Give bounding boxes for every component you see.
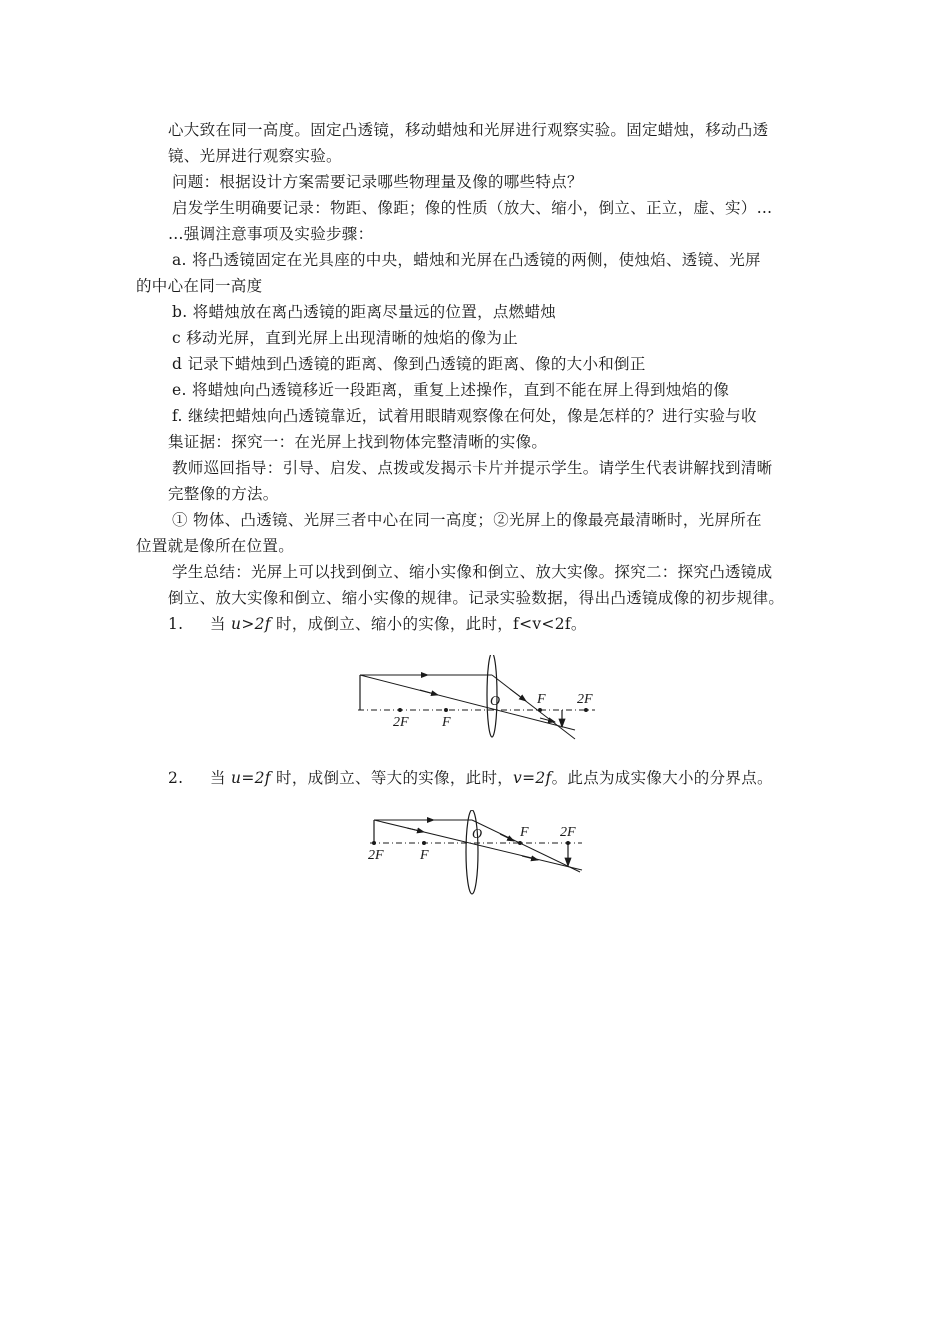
lens-diagram-2 <box>362 810 592 900</box>
text-line: 教师巡回指导：引导、启发、点拨或发揭示卡片并提示学生。请学生代表讲解找到清晰 <box>172 459 773 477</box>
text-line: 的中心在同一高度 <box>136 277 263 295</box>
step-e: e. 将蜡烛向凸透镜移近一段距离，重复上述操作，直到不能在屏上得到烛焰的像 <box>172 381 730 399</box>
item-text: 当 <box>210 615 232 633</box>
text-line: 启发学生明确要记录：物距、像距；像的性质（放大、缩小，倒立、正立，虚、实）… <box>172 199 773 217</box>
label-o: O <box>472 827 483 842</box>
text-line: 学生总结：光屏上可以找到倒立、缩小实像和倒立、放大实像。探究二：探究凸透镜成 <box>172 563 773 581</box>
item-number: 1. <box>168 615 184 633</box>
item-condition: u=2f <box>231 769 271 787</box>
step-a: a. 将凸透镜固定在光具座的中央，蜡烛和光屏在凸透镜的两侧，使烛焰、透镜、光屏 <box>172 251 761 269</box>
label-2f: 2F <box>560 825 576 840</box>
item-text: 时，成倒立、缩小的实像，此时， <box>270 615 514 633</box>
rule-item-1 <box>168 613 587 635</box>
text-line: ① 物体、凸透镜、光屏三者中心在同一高度；②光屏上的像最亮最清晰时，光屏所在 <box>172 511 762 529</box>
step-b: b. 将蜡烛放在离凸透镜的距离尽量远的位置，点燃蜡烛 <box>172 303 557 321</box>
text-line: …强调注意事项及实验步骤： <box>168 225 374 243</box>
text-line: 位置就是像所在位置。 <box>136 537 295 555</box>
convex-lens <box>466 810 478 894</box>
label-2f: 2F <box>368 848 384 863</box>
label-f: F <box>420 848 429 863</box>
label-f: F <box>442 715 451 730</box>
text-line: 镜、光屏进行观察实验。 <box>168 147 342 165</box>
text-line: 倒立、放大实像和倒立、缩小实像的规律。记录实验数据，得出凸透镜成像的初步规律。 <box>168 589 785 607</box>
item-relation: f<v<2f <box>513 615 571 633</box>
text-line: 问题：根据设计方案需要记录哪些物理量及像的哪些特点？ <box>172 173 583 191</box>
label-2f: 2F <box>393 715 409 730</box>
step-f: f. 继续把蜡烛向凸透镜靠近，试着用眼睛观察像在何处，像是怎样的？进行实验与收 <box>172 407 757 425</box>
label-2f: 2F <box>577 692 593 707</box>
item-text: 当 <box>210 769 232 787</box>
text-line: 完整像的方法。 <box>168 485 279 503</box>
label-o: O <box>490 694 501 709</box>
item-relation: v=2f <box>513 769 552 787</box>
rule-item-2 <box>168 767 773 789</box>
item-condition: u>2f <box>231 615 271 633</box>
lens-diagram-1 <box>350 655 610 745</box>
text-line: 集证据：探究一：在光屏上找到物体完整清晰的实像。 <box>168 433 548 451</box>
item-text: 。 <box>570 615 587 633</box>
step-d: d 记录下蜡烛到凸透镜的距离、像到凸透镜的距离、像的大小和倒正 <box>172 355 646 373</box>
label-f: F <box>520 825 529 840</box>
item-number: 2. <box>168 769 184 787</box>
text-line: 心大致在同一高度。固定凸透镜，移动蜡烛和光屏进行观察实验。固定蜡烛，移动凸透 <box>168 121 769 139</box>
item-text: 时，成倒立、等大的实像，此时， <box>270 769 514 787</box>
item-text: 。此点为成实像大小的分界点。 <box>551 769 773 787</box>
step-c: c 移动光屏，直到光屏上出现清晰的烛焰的像为止 <box>172 329 519 347</box>
label-f: F <box>537 692 546 707</box>
